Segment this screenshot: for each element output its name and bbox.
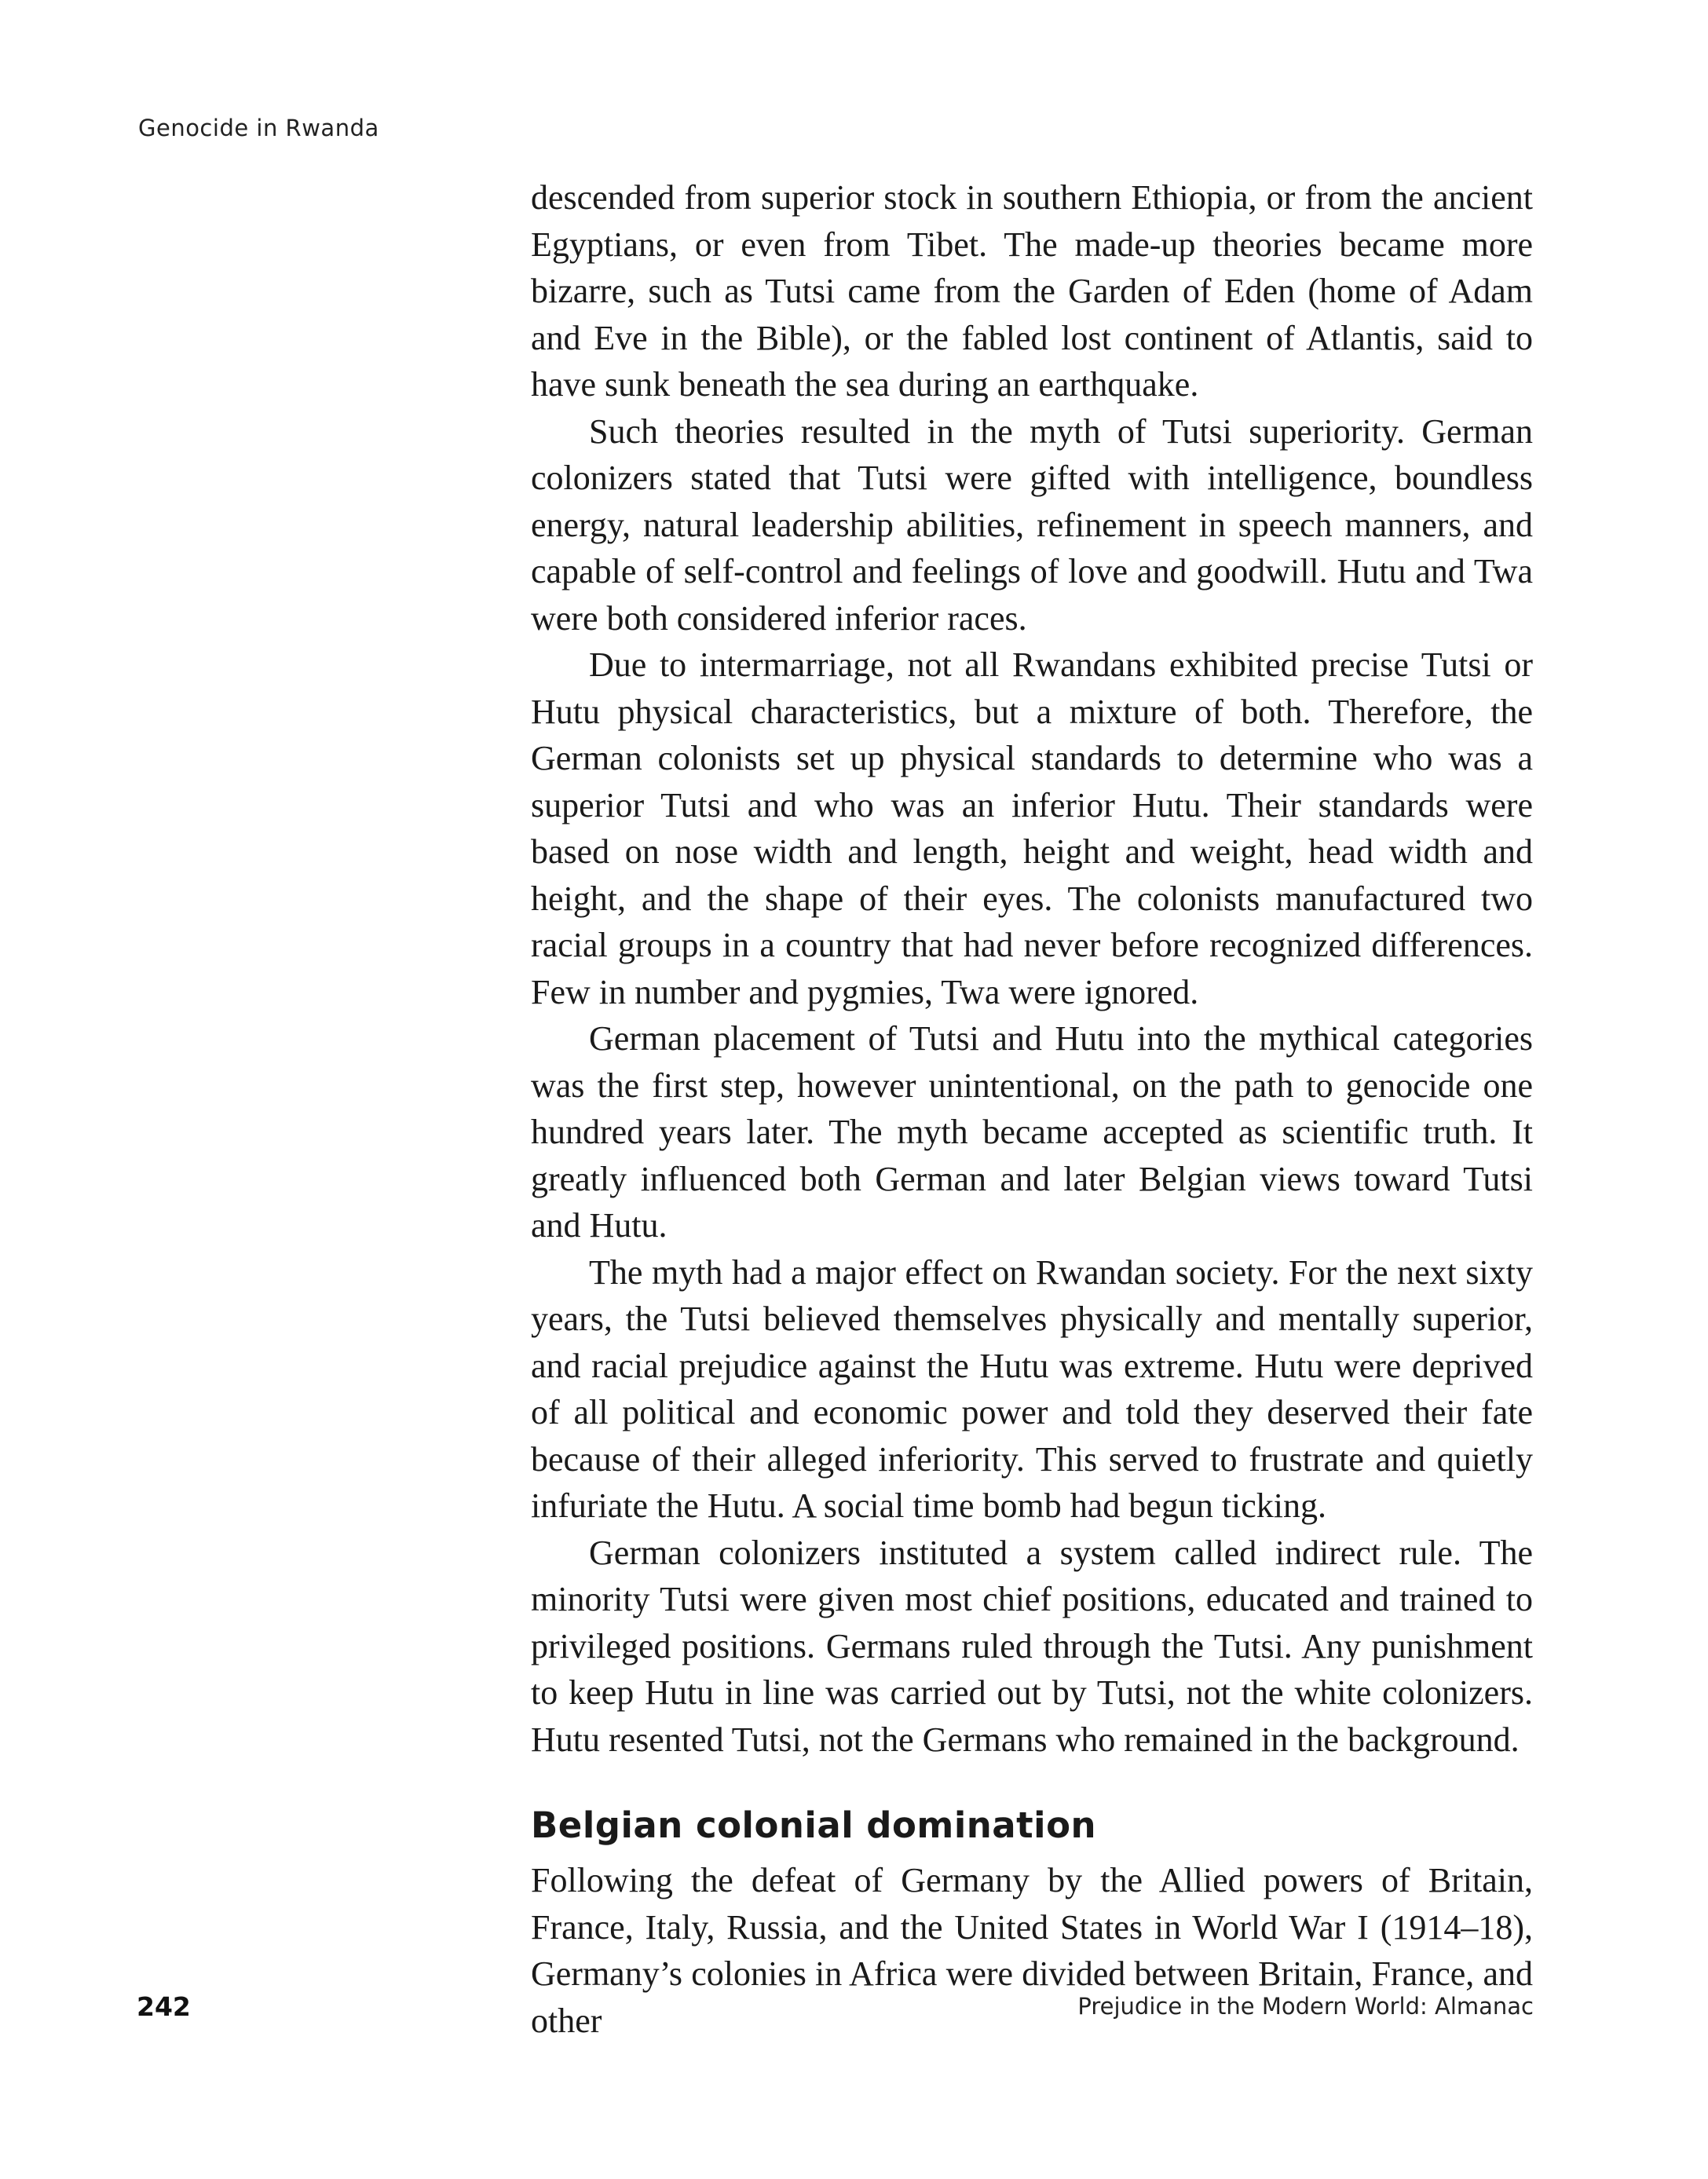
section-heading: Belgian colonial domination	[531, 1804, 1097, 1846]
running-head: Genocide in Rwanda	[138, 115, 379, 141]
section-paragraph: Following the defeat of Germany by the Allied powers of Britain, France, Italy, Russia, and the United States in World War I (1914–18), Germany’s colonies in Africa were divided between Britain, France, and other	[531, 1861, 1533, 2040]
paragraph: German colonizers instituted a system called indirect rule. The minority Tutsi were given most chief positions, educated and trained to privileged positions. Germans ruled through the Tutsi. Any punishment to keep Hutu in line was carried out by Tutsi, not the white colonizers. Hutu resented Tutsi, not the Germans who remained in the background.	[531, 1533, 1533, 1759]
running-foot: Prejudice in the Modern World: Almanac	[1077, 1993, 1534, 2020]
page-number: 242	[137, 1991, 191, 2022]
paragraph: The myth had a major effect on Rwandan society. For the next sixty years, the Tutsi believed themselves physically and mentally superior, and racial prejudice against the Hutu was extreme. Hutu were deprived of all political and economic power and told they deserved their fate because of their alleged inferiority. This served to frustrate and quietly infuriate the Hutu. A social time bomb had begun ticking.	[531, 1252, 1533, 1525]
paragraph: Such theories resulted in the myth of Tutsi superiority. German colonizers stated that Tutsi were gifted with intelligence, boundless energy, natural leadership abilities, refinement in speech manners, and capable of self-control and feelings of love and goodwill. Hutu and Twa were both considered inferior races.	[531, 411, 1533, 638]
paragraph: German placement of Tutsi and Hutu into the mythical categories was the first step, however unintentional, on the path to genocide one hundred years later. The myth became accepted as scientific truth. It greatly influenced both German and later Belgian views toward Tutsi and Hutu.	[531, 1019, 1533, 1245]
paragraph-continuation: descended from superior stock in southern Ethiopia, or from the ancient Egyptians, or even from Tibet. The made-up theories became more bizarre, such as Tutsi came from the Garden of Eden (home of Adam and Eve in the Bible), or the fabled lost continent of Atlantis, said to have sunk beneath the sea during an earthquake.	[531, 178, 1533, 404]
paragraph: Due to intermarriage, not all Rwandans exhibited precise Tutsi or Hutu physical characteristics, but a mixture of both. Therefore, the German colonists set up physical standards to determine who was a superior Tutsi and who was an inferior Hutu. Their standards were based on nose width and length, height and weight, head width and height, and the shape of their eyes. The colonists manufactured two racial groups in a country that had never before recognized differences. Few in number and pygmies, Twa were ignored.	[531, 645, 1533, 1011]
text-column	[531, 174, 1533, 2044]
